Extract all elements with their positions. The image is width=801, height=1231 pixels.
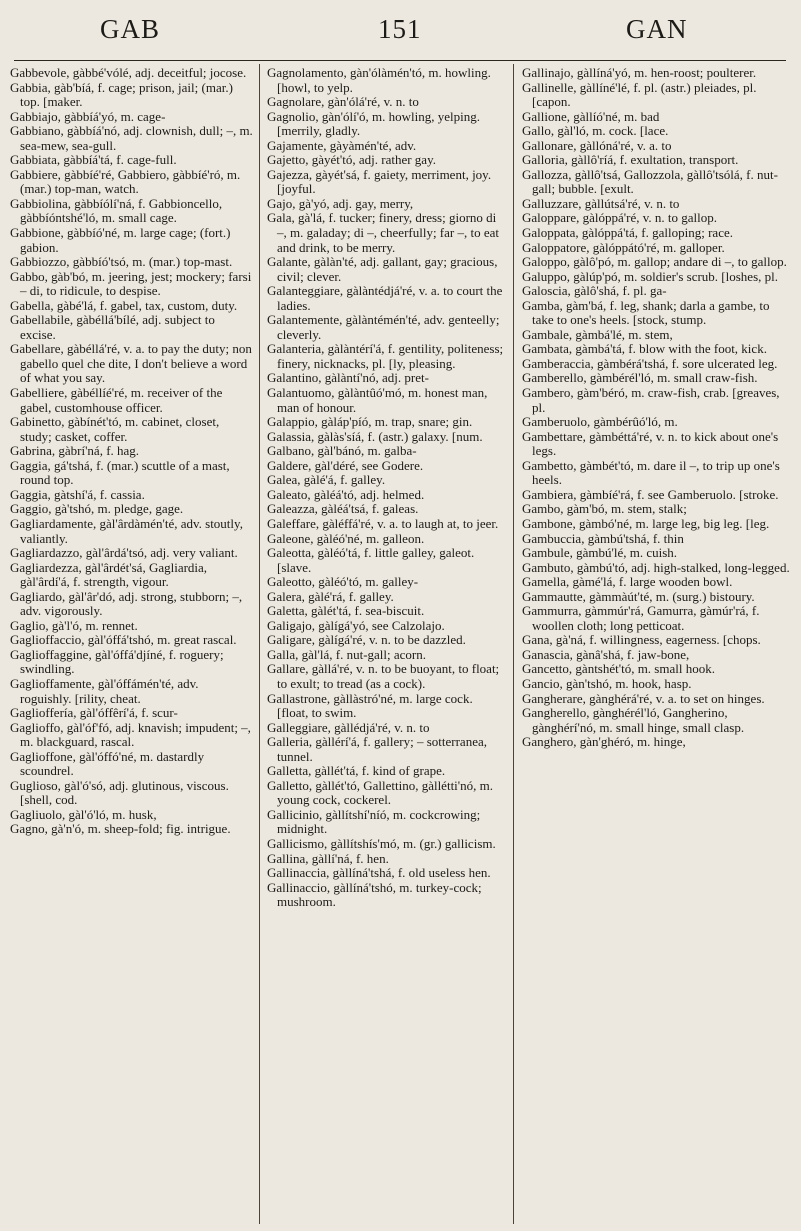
dictionary-entry: Gagliardo, gàl'âr'dó, adj. strong, stubborn; –, adv. vigorously. [10,588,243,619]
dictionary-entry: Galeazza, gàléá'tsá, f. galeas. [267,501,419,517]
dictionary-entry: Galoppo, gàlô'pó, m. gallop; andare di –, to gallop. [522,254,787,270]
dictionary-entry: Gambero, gàm'béró, m. craw-fish, crab. [greaves, pl. [522,385,780,415]
dictionary-entry: Gaglioffamente, gàl'óffámén'té, adv. roguishly. [rility, cheat. [10,675,199,706]
header-rule [14,60,786,61]
dictionary-entry: Gallinaccio, gàllíná'tshó, m. turkey-cock; mushroom. [267,879,482,910]
dictionary-entry: Gabbione, gàbbíó'né, m. large cage; (fort.) gabion. [10,225,231,255]
dictionary-entry: Gambale, gàmbá'lé, m. stem, [522,326,673,342]
dictionary-entry: Galleria, gàllérí'á, f. gallery; – sotterranea, tunnel. [267,734,487,764]
dictionary-entry: Ganghero, gàn'ghéró, m. hinge, [522,734,686,750]
dictionary-entry: Gabinetto, gàbínét'tó, m. cabinet, closet, study; casket, coffer. [10,414,220,444]
dictionary-entry: Gala, gà'lá, f. tucker; finery, dress; giorno di –, m. galaday; di –, cheerfully; far –, to eat and drink, to be merry. [267,210,500,255]
dictionary-entry: Gagliardazzo, gàl'ârdá'tsó, adj. very valiant. [10,545,238,561]
dictionary-entry: Galappio, gàláp'píó, m. trap, snare; gin. [267,414,473,430]
dictionary-entry: Gabella, gàbé'lá, f. gabel, tax, custom, duty. [10,297,238,313]
dictionary-entry: Galletta, gàllét'tá, f. kind of grape. [267,763,446,779]
dictionary-entry: Gallicismo, gàllítshís'mó, m. (gr.) gallicism. [267,835,496,851]
dictionary-entry: Gancetto, gàntshét'tó, m. small hook. [522,661,715,677]
dictionary-entry: Gambo, gàm'bó, m. stem, stalk; [522,501,687,517]
dictionary-entry: Gallina, gàllí'ná, f. hen. [267,850,389,866]
dictionary-entry: Galeato, gàléá'tó, adj. helmed. [267,486,425,502]
dictionary-entry: Gambetto, gàmbét'tó, m. dare il –, to trip up one's heels. [522,457,780,488]
column-3 [522,66,790,750]
dictionary-entry: Galetta, gàlét'tá, f. sea-biscuit. [267,603,425,619]
dictionary-entry: Gagnolare, gàn'ólá'ré, v. n. to [267,94,419,110]
dictionary-entry: Gabbiajo, gàbbíá'yó, m. cage- [10,108,166,124]
dictionary-entry: Gagnolio, gàn'ólí'ó, m. howling, yelping. [merrily, gladly. [267,108,481,139]
dictionary-entry: Gallinelle, gàllíné'lé, f. pl. (astr.) pleiades, pl. [capon. [522,79,757,110]
dictionary-entry: Galoppata, gàlóppá'tá, f. galloping; race. [522,225,733,241]
dictionary-entry: Galuppo, gàlúp'pó, m. soldier's scrub. [loshes, pl. [522,268,778,284]
dictionary-entry: Galloria, gàllô'ríá, f. exultation, transport. [522,152,739,168]
dictionary-entry: Gajetto, gàyét'tó, adj. rather gay. [267,152,436,168]
dictionary-entry: Gabbiere, gàbbíé'ré, Gabbiero, gàbbíé'ró, m. (mar.) top-man, watch. [10,166,241,197]
dictionary-entry: Gaglioffaccio, gàl'óffá'tshó, m. great rascal. [10,632,237,648]
column-1 [10,66,253,837]
dictionary-entry: Galluzzare, gàllútsá'ré, v. n. to [522,195,680,211]
dictionary-entry: Gajezza, gàyét'sá, f. gaiety, merriment, joy. [joyful. [267,166,492,197]
dictionary-entry: Galea, gàlé'á, f. galley. [267,472,386,488]
dictionary-entry: Galantemente, gàlàntémén'té, adv. genteelly; cleverly. [267,312,500,342]
dictionary-entry: Gambule, gàmbú'lé, m. cuish. [522,545,678,561]
dictionary-entry: Galeotto, gàléó'tó, m. galley- [267,574,419,590]
dictionary-entry: Gallicinio, gàllítshí'níó, m. cockcrowing; midnight. [267,806,481,837]
dictionary-entry: Gabrina, gàbrí'ná, f. hag. [10,443,140,459]
column-divider [259,64,260,1224]
dictionary-entry: Gajo, gà'yó, adj. gay, merry, [267,195,414,211]
column-2 [267,66,505,910]
dictionary-entry: Gajamente, gàyàmén'té, adv. [267,137,417,153]
dictionary-entry: Gancio, gàn'tshó, m. hook, hasp. [522,675,692,691]
dictionary-entry: Galante, gàlàn'té, adj. gallant, gay; gracious, civil; clever. [267,254,498,284]
dictionary-entry: Gagnolamento, gàn'ólàmén'tó, m. howling. [howl, to yelp. [267,65,491,95]
dictionary-entry: Gabbiolina, gàbbíólí'ná, f. Gabbioncello, gàbbíóntshé'ló, m. small cage. [10,195,223,226]
dictionary-entry: Gabbiano, gàbbíá'nó, adj. clownish, dull; –, m. sea-mew, sea-gull. [10,123,253,153]
dictionary-entry: Gaggia, gá'tshá, f. (mar.) scuttle of a mast, round top. [10,457,230,488]
dictionary-entry: Gabellabile, gàbéllá'bílé, adj. subject to excise. [10,312,215,342]
dictionary-entry: Gallastrone, gàllàstró'né, m. large cock. [float, to swim. [267,690,473,721]
dictionary-entry: Guglioso, gàl'ó'só, adj. glutinous, viscous. [shell, cod. [10,777,229,808]
dictionary-entry: Galoscia, gàlô'shá, f. pl. ga- [522,283,667,299]
dictionary-entry: Ganascia, gànâ'shá, f. jaw-bone, [522,646,690,662]
dictionary-entry: Galoppatore, gàlóppátó'ré, m. galloper. [522,239,725,255]
dictionary-entry: Gaglioffo, gàl'óf'fó, adj. knavish; impudent; –, m. blackguard, rascal. [10,719,251,750]
dictionary-entry: Gagliardezza, gàl'ârdét'sá, Gagliardia, gàl'ârdí'á, f. strength, vigour. [10,559,208,590]
dictionary-entry: Galla, gàl'lá, f. nut-gall; acorn. [267,646,427,662]
dictionary-entry: Gabbevole, gàbbé'vólé, adj. deceitful; jocose. [10,65,247,80]
dictionary-entry: Gabellare, gàbéllá'ré, v. a. to pay the duty; non gabello quel che dite, I don't believe a word of what you say. [10,341,252,386]
dictionary-entry: Galoppare, gàlóppá'ré, v. n. to gallop. [522,210,717,226]
dictionary-entry: Gallinajo, gàllíná'yó, m. hen-roost; poulterer. [522,65,757,80]
dictionary-entry: Gallonare, gàllóná'ré, v. a. to [522,137,672,153]
dictionary-entry: Gagno, gà'n'ó, m. sheep-fold; fig. intrigue. [10,821,231,837]
dictionary-entry: Gamella, gàmé'lá, f. large wooden bowl. [522,574,733,590]
guide-word-right: GAN [626,14,688,44]
dictionary-entry: Gabbo, gàb'bó, m. jeering, jest; mockery; farsi – di, to ridicule, to despise. [10,268,252,299]
dictionary-entry: Gaglio, gà'l'ó, m. rennet. [10,617,138,633]
dictionary-entry: Gaglioffería, gàl'óffêrí'á, f. scur- [10,705,178,721]
dictionary-entry: Gamberello, gàmbérél'ló, m. small craw-fish. [522,370,758,386]
dictionary-entry: Gallione, gàllíó'né, m. bad [522,108,660,124]
dictionary-entry: Gallo, gàl'ló, m. cock. [lace. [522,123,669,139]
dictionary-entry: Galbano, gàl'bánó, m. galba- [267,443,417,459]
dictionary-entry: Galletto, gàllét'tó, Gallettino, gàllétti'nó, m. young cock, cockerel. [267,777,493,808]
dictionary-entry: Gaglioffone, gàl'óffó'né, m. dastardly scoundrel. [10,748,205,779]
dictionary-entry: Gallinaccia, gàllíná'tshá, f. old useless hen. [267,865,491,881]
dictionary-entry: Gagliardamente, gàl'ârdàmén'té, adv. stoutly, valiantly. [10,515,243,546]
dictionary-entry: Galigare, gàlígá'ré, v. n. to be dazzled. [267,632,466,648]
dictionary-entry: Gagliuolo, gàl'ó'ló, m. husk, [10,806,157,822]
dictionary-entry: Gambuto, gàmbú'tó, adj. high-stalked, long-legged. [522,559,790,575]
guide-word-left: GAB [100,14,161,44]
dictionary-entry: Gambuccia, gàmbú'tshá, f. thin [522,530,684,546]
dictionary-entry: Galigajo, gàlígá'yó, see Calzolajo. [267,617,445,633]
dictionary-entry: Gaggio, gà'tshó, m. pledge, gage. [10,501,184,517]
dictionary-entry: Galantino, gàlàntí'nó, adj. pret- [267,370,429,386]
dictionary-entry: Gaggia, gàtshí'á, f. cassia. [10,486,145,502]
dictionary-entry: Gammurra, gàmmúr'rá, Gamurra, gàmúr'rá, f. woollen cloth; long petticoat. [522,603,760,633]
dictionary-entry: Gabelliere, gàbéllíé'ré, m. receiver of the gabel, customhouse officer. [10,385,223,415]
dictionary-entry: Galeffare, gàléffá'ré, v. a. to laugh at, to jeer. [267,515,499,531]
dictionary-entry: Gamberuolo, gàmbérûó'ló, m. [522,414,678,430]
dictionary-entry: Gaglioffaggine, gàl'óffá'djíné, f. roguery; swindling. [10,646,224,677]
dictionary-entry: Gambiera, gàmbíé'rá, f. see Gamberuolo. [stroke. [522,486,779,502]
dictionary-entry: Gabbia, gàb'bíá, f. cage; prison, jail; (mar.) top. [maker. [10,79,233,110]
dictionary-entry: Gangherare, gànghérá'ré, v. a. to set on hinges. [522,690,765,706]
dictionary-entry: Galdere, gàl'déré, see Godere. [267,457,424,473]
dictionary-entry: Gabbiozzo, gàbbíó'tsó, m. (mar.) top-mast. [10,254,233,270]
dictionary-entry: Gangherello, gànghérél'ló, Gangherino, gànghérí'nó, m. small hinge, small clasp. [522,705,745,735]
dictionary-entry: Galera, gàlé'rá, f. galley. [267,588,394,604]
dictionary-entry: Gambettare, gàmbéttá'ré, v. n. to kick about one's legs. [522,428,779,459]
dictionary-entry: Galanteria, gàlàntérí'á, f. gentility, politeness; finery, nicknacks, pl. [ly, pleasing. [267,341,504,371]
column-divider [513,64,514,1224]
dictionary-entry: Gallozza, gàllô'tsá, Gallozzola, gàllô'tsólá, f. nut-gall; bubble. [exult. [522,166,778,197]
dictionary-entry: Galassia, gàlàs'síá, f. (astr.) galaxy. [num. [267,428,483,444]
dictionary-entry: Gambata, gàmbá'tá, f. blow with the foot, kick. [522,341,767,357]
dictionary-entry: Gamberaccia, gàmbérá'tshá, f. sore ulcerated leg. [522,355,778,371]
dictionary-entry: Galantuomo, gàlàntûó'mó, m. honest man, man of honour. [267,385,488,415]
dictionary-entry: Gabbiata, gàbbíá'tá, f. cage-full. [10,152,177,168]
dictionary-entry: Galleggiare, gàllédjá'ré, v. n. to [267,719,430,735]
dictionary-entry: Gallare, gàllá'ré, v. n. to be buoyant, to float; to exult; to tread (as a cock). [267,661,500,691]
page-number: 151 [378,14,422,44]
dictionary-entry: Gamba, gàm'bá, f. leg, shank; darla a gambe, to take to one's heels. [stock, stump. [522,297,770,328]
dictionary-entry: Galanteggiare, gàlàntédjá'ré, v. a. to court the ladies. [267,283,503,313]
page-header [0,14,801,60]
dictionary-entry: Gambone, gàmbó'né, m. large leg, big leg. [leg. [522,515,770,531]
dictionary-entry: Galeone, gàléó'né, m. galleon. [267,530,425,546]
dictionary-entry: Galeotta, gàléó'tá, f. little galley, galeot. [slave. [267,545,475,575]
dictionary-entry: Gana, gà'ná, f. willingness, eagerness. [chops. [522,632,761,648]
dictionary-entry: Gammautte, gàmmàút'té, m. (surg.) bistoury. [522,588,755,604]
